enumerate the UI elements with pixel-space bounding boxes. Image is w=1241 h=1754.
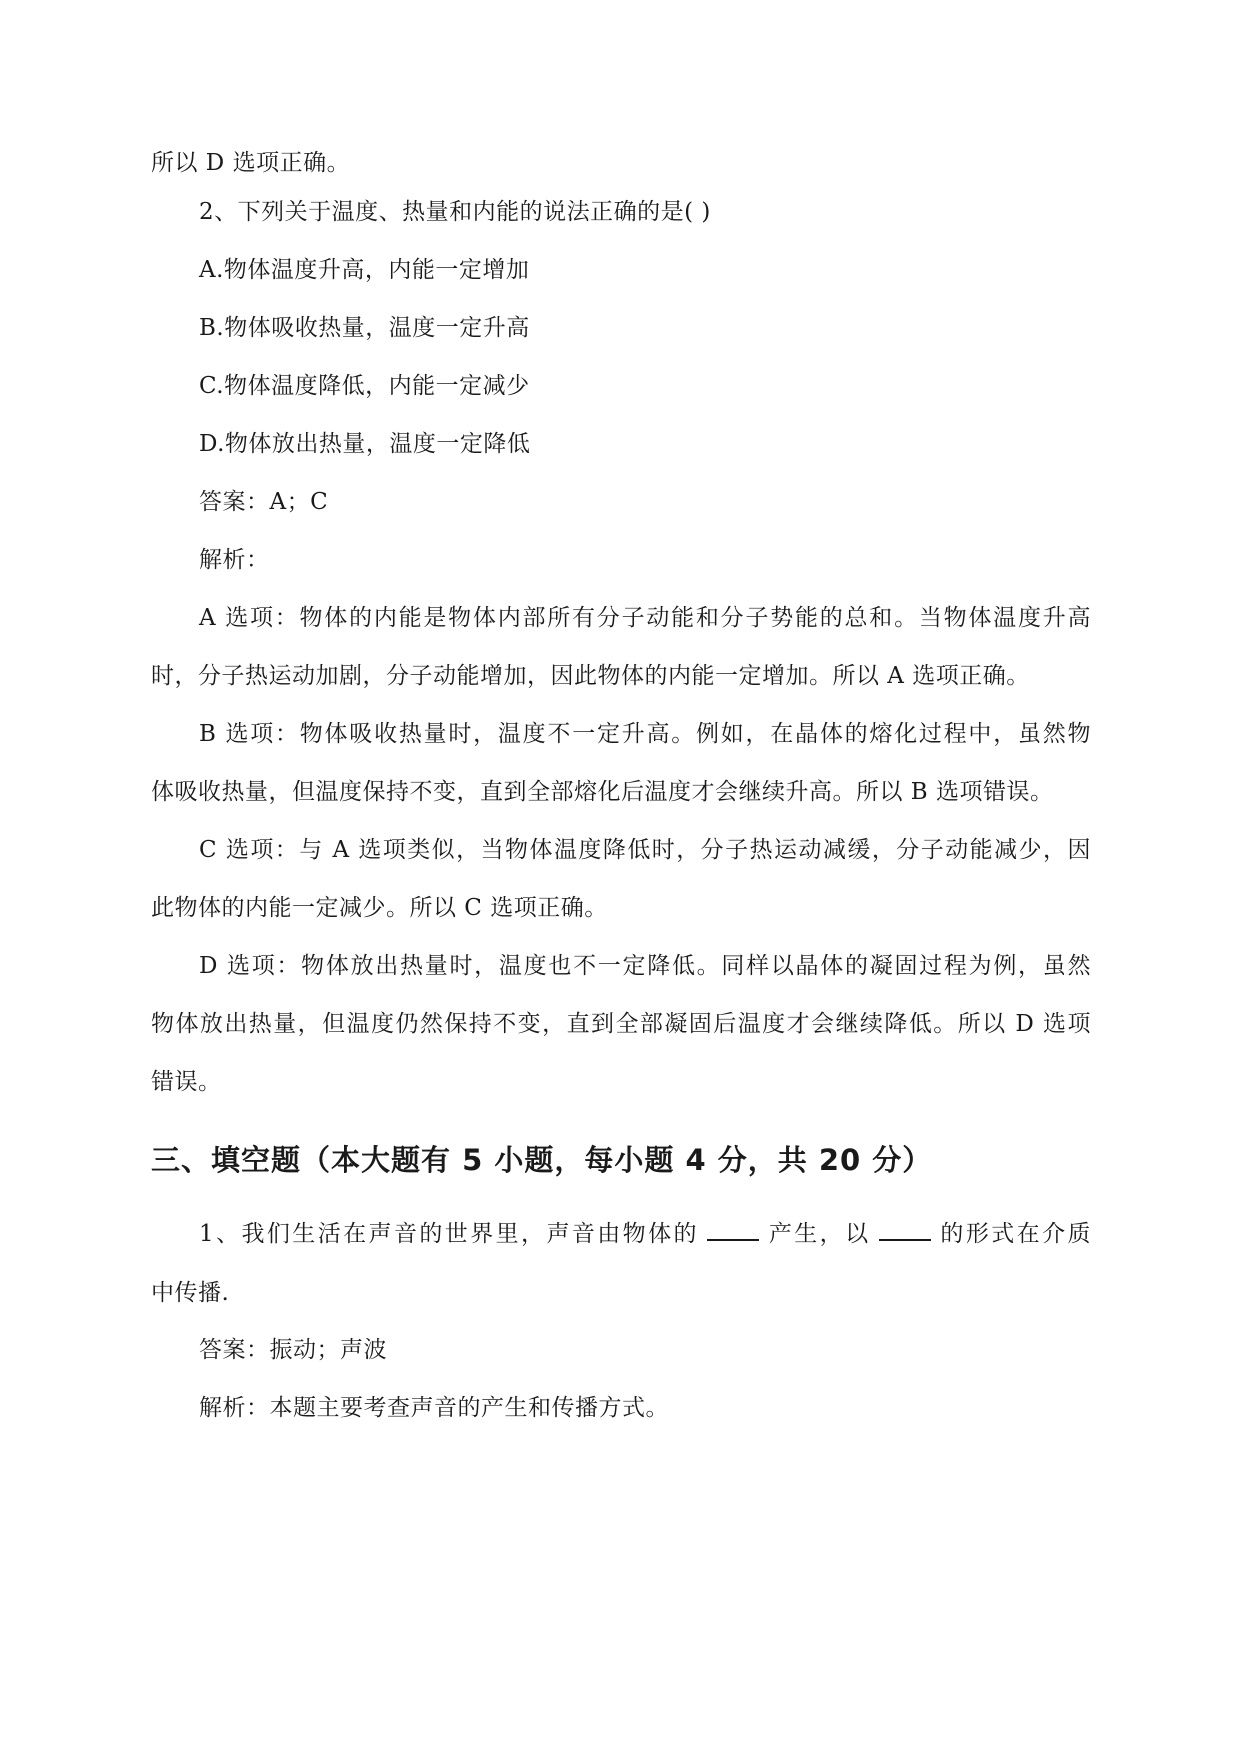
analysis-d-line-2: 物体放出热量，但温度仍然保持不变，直到全部凝固后温度才会继续降低。所以 D 选项 bbox=[151, 1011, 1091, 1037]
analysis-d-line-1: D 选项：物体放出热量时，温度也不一定降低。同样以晶体的凝固过程为例，虽然 bbox=[199, 953, 1091, 979]
fill-question-1-part-3: 的形式在介质 bbox=[938, 1221, 1092, 1247]
fill-question-1-analysis: 解析：本题主要考查声音的产生和传播方式。 bbox=[199, 1395, 669, 1421]
answer-blank-2 bbox=[879, 1219, 931, 1241]
section-3-heading: 三、填空题（本大题有 5 小题，每小题 4 分，共 20 分） bbox=[151, 1143, 933, 1177]
option-c: C.物体温度降低，内能一定减少 bbox=[199, 373, 530, 399]
question-2-answer: 答案：A；C bbox=[199, 489, 329, 515]
option-b: B.物体吸收热量，温度一定升高 bbox=[199, 315, 530, 341]
analysis-a-line-1: A 选项：物体的内能是物体内部所有分子动能和分子势能的总和。当物体温度升高 bbox=[199, 605, 1091, 631]
fill-question-1-line-2: 中传播. bbox=[151, 1280, 230, 1306]
analysis-d-line-3: 错误。 bbox=[151, 1069, 222, 1095]
analysis-b-line-1: B 选项：物体吸收热量时，温度不一定升高。例如，在晶体的熔化过程中，虽然物 bbox=[199, 721, 1091, 747]
option-d: D.物体放出热量，温度一定降低 bbox=[199, 431, 531, 457]
q1-conclusion: 所以 D 选项正确。 bbox=[151, 150, 351, 176]
analysis-c-line-2: 此物体的内能一定减少。所以 C 选项正确。 bbox=[151, 895, 608, 921]
analysis-label: 解析： bbox=[199, 547, 270, 573]
fill-question-1-part-2: 产生，以 bbox=[766, 1221, 871, 1247]
answer-blank-1 bbox=[707, 1219, 759, 1241]
fill-question-1-line-1 bbox=[199, 1219, 1091, 1249]
analysis-b-line-2: 体吸收热量，但温度保持不变，直到全部熔化后温度才会继续升高。所以 B 选项错误。 bbox=[151, 779, 1054, 805]
question-2-stem: 2、下列关于温度、热量和内能的说法正确的是( ) bbox=[199, 199, 711, 225]
fill-question-1-part-1: 1、我们生活在声音的世界里，声音由物体的 bbox=[199, 1221, 699, 1247]
fill-question-1-answer: 答案：振动；声波 bbox=[199, 1337, 387, 1363]
analysis-a-line-2: 时，分子热运动加剧，分子动能增加，因此物体的内能一定增加。所以 A 选项正确。 bbox=[151, 663, 1030, 689]
option-a: A.物体温度升高，内能一定增加 bbox=[199, 257, 530, 283]
analysis-c-line-1: C 选项：与 A 选项类似，当物体温度降低时，分子热运动减缓，分子动能减少，因 bbox=[199, 837, 1091, 863]
